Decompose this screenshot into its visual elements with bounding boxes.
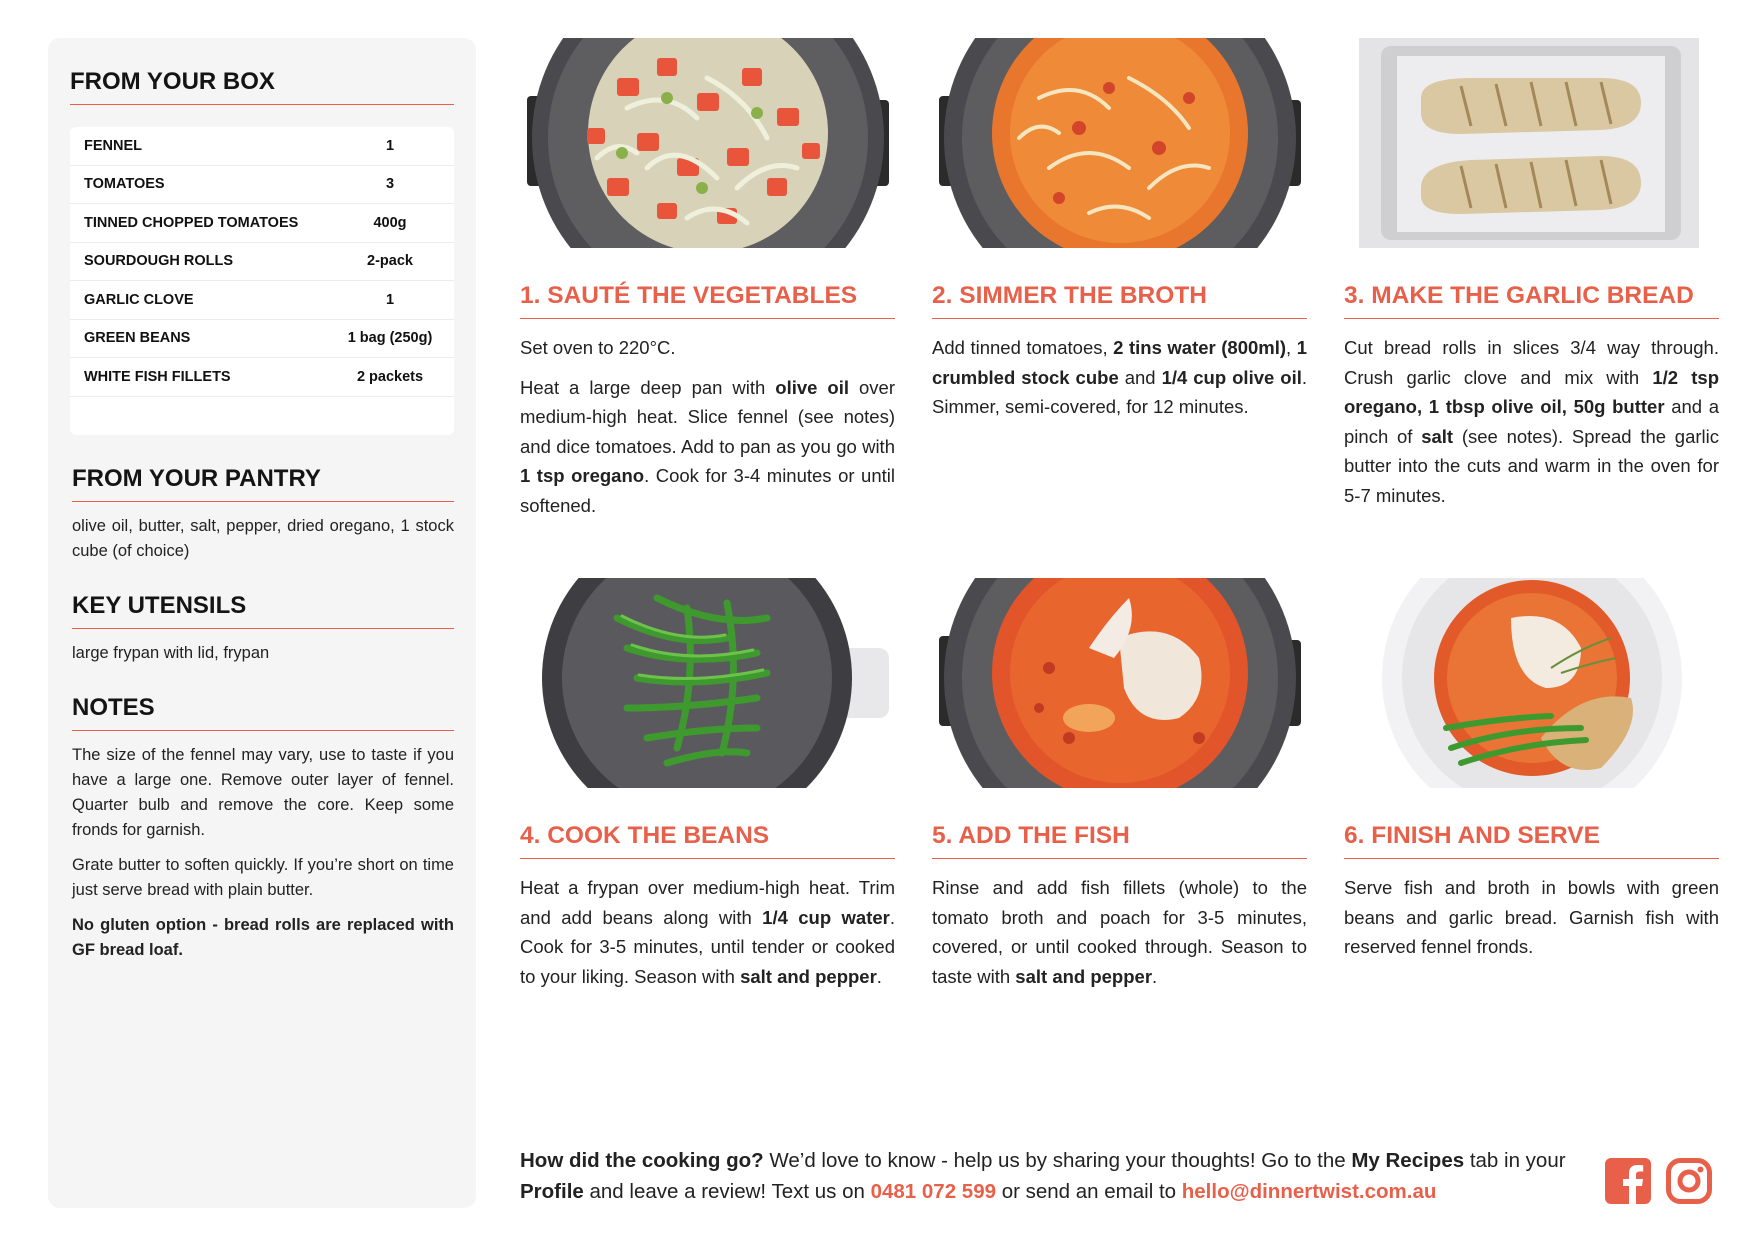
text: over medium-high heat. Slice fennel (see notes) and dice tomatoes. Add to pan as you go with: [520, 376, 895, 457]
step-5-body: [932, 873, 1307, 991]
step-4-text: [520, 873, 895, 991]
note-text: Grate butter to soften quickly. If you’re short on time just serve bread with plain butter.: [72, 855, 454, 899]
text: .: [1152, 965, 1158, 987]
ingredient-qty: 2-pack: [367, 253, 413, 270]
ingredient-qty: 1: [385, 137, 395, 154]
text: . Cook for 3-4 minutes or until softened.: [520, 465, 895, 516]
ingredient-name: TOMATOES: [84, 176, 165, 193]
step-6: [1344, 578, 1719, 962]
ingredient-bold: 1/2 tsp oregano, 1 tbsp olive oil, 50g butter: [1344, 366, 1720, 417]
ingredient-bold: salt: [1421, 425, 1454, 447]
step-4-title: 4. COOK THE BEANS: [520, 822, 895, 859]
ingredient-qty: 3: [385, 176, 395, 193]
ingredient-row: [70, 243, 454, 282]
step-4: [520, 578, 895, 991]
ingredient-qty: 1: [385, 291, 395, 308]
step-4-photo: [527, 578, 889, 788]
ingredients-sidebar: [48, 38, 476, 1208]
step-3: [1344, 38, 1719, 510]
step-2: [932, 38, 1307, 422]
ingredient-name: SOURDOUGH ROLLS: [84, 253, 234, 270]
step-3-body: [1344, 333, 1719, 510]
pantry-section: [70, 465, 454, 564]
step-1-oven: Set oven to 220°C.: [520, 337, 676, 358]
text: Cut bread rolls in slices 3/4 way through. Crush garlic clove and mix with: [1344, 337, 1719, 388]
text: (see notes). Spread the garlic butter into the cuts and warm in the oven for 5-7 minutes.: [1344, 425, 1720, 506]
step-1-title: 1. SAUTÉ THE VEGETABLES: [520, 282, 895, 319]
text: . Cook for 3-5 minutes, until tender or cooked to your liking. Season with: [520, 906, 895, 987]
ingredient-bold: salt and pepper: [740, 965, 877, 987]
ingredient-row: [70, 166, 454, 205]
ingredient-row: [70, 281, 454, 320]
step-5-text: [932, 873, 1307, 991]
ingredient-bold: 1/4 cup olive oil: [1161, 366, 1302, 388]
notes-heading: NOTES: [72, 694, 454, 731]
step-1-text: [520, 333, 895, 520]
pantry-text: olive oil, butter, salt, pepper, dried oregano, 1 stock cube (of choice): [72, 516, 454, 560]
ingredient-qty: 1 bag (250g): [347, 330, 433, 347]
ingredient-qty: 400g: [373, 214, 407, 231]
facebook-icon[interactable]: [1605, 1158, 1651, 1204]
step-3-title: 3. MAKE THE GARLIC BREAD: [1344, 282, 1719, 319]
step-1-photo: [527, 38, 889, 248]
ingredient-row: [70, 320, 454, 359]
step-4-body: [520, 873, 895, 991]
step-3-photo: [1351, 38, 1713, 248]
ingredients-table: [70, 127, 454, 435]
note-text: The size of the fennel may vary, use to taste if you have a large one. Remove outer layer of fennel. Quarter bulb and remove the core. Keep some fronds for garnish.: [72, 745, 454, 839]
text: Heat a frypan over medium-high heat. Trim and add beans along with: [520, 877, 895, 928]
ingredient-bold: salt and pepper: [1015, 965, 1153, 987]
text: Heat a large deep pan with: [520, 376, 776, 398]
text: and leave a review! Text us on: [583, 1180, 871, 1203]
step-6-title: 6. FINISH AND SERVE: [1344, 822, 1719, 859]
text: and a pinch of: [1344, 396, 1720, 447]
ingredient-qty: 2 packets: [356, 368, 424, 385]
step-5: [932, 578, 1307, 991]
instagram-icon[interactable]: [1666, 1158, 1712, 1204]
step-6-photo: [1351, 578, 1713, 788]
step-1: [520, 38, 895, 520]
step-2-photo: [939, 38, 1301, 248]
ingredient-row: [70, 204, 454, 243]
phone-link[interactable]: 0481 072 599: [870, 1180, 996, 1203]
text: and: [1118, 366, 1162, 388]
utensils-text: large frypan with lid, frypan: [72, 643, 270, 662]
ingredient-bold: 1 crumbled stock cube: [932, 337, 1307, 388]
step-5-photo: [939, 578, 1301, 788]
feedback-footer: [520, 1145, 1580, 1207]
notes-section: [70, 694, 454, 963]
ingredient-bold: olive oil: [775, 376, 850, 398]
ingredient-bold: 2 tins water (800ml): [1113, 337, 1287, 358]
utensils-section: [70, 592, 454, 666]
ingredient-bold: 1/4 cup water: [762, 906, 890, 928]
ingredient-name: TINNED CHOPPED TOMATOES: [84, 214, 299, 231]
utensils-heading: KEY UTENSILS: [72, 592, 454, 629]
text: . Simmer, semi-covered, for 12 minutes.: [932, 366, 1307, 417]
text: Add tinned tomatoes,: [932, 337, 1114, 358]
text: We’d love to know - help us by sharing your thoughts! Go to the: [763, 1149, 1352, 1172]
footer-question: How did the cooking go?: [520, 1149, 764, 1172]
text: or send an email to: [996, 1180, 1182, 1203]
ingredient-name: GARLIC CLOVE: [84, 291, 194, 308]
ingredient-name: WHITE FISH FILLETS: [84, 368, 231, 385]
text: Rinse and add fish fillets (whole) to the tomato broth and poach for 3-5 minutes, covered, or until cooked through. Season to taste with: [932, 877, 1307, 987]
box-heading: FROM YOUR BOX: [70, 68, 454, 105]
pantry-heading: FROM YOUR PANTRY: [72, 465, 454, 502]
step-2-text: [932, 333, 1307, 422]
ingredient-row: [70, 127, 454, 166]
profile-link[interactable]: Profile: [520, 1180, 584, 1203]
step-5-title: 5. ADD THE FISH: [932, 822, 1307, 859]
ingredient-row: [70, 358, 454, 397]
step-6-body: Serve fish and broth in bowls with green beans and garlic bread. Garnish fish with reserved fennel fronds.: [1344, 877, 1719, 957]
text: .: [876, 965, 882, 987]
gluten-note: No gluten option - bread rolls are replaced with GF bread loaf.: [72, 915, 454, 959]
step-1-body: [520, 373, 895, 521]
text: ,: [1286, 337, 1297, 358]
step-6-text: [1344, 873, 1719, 962]
step-3-text: [1344, 333, 1719, 510]
step-2-body: [932, 333, 1307, 422]
ingredient-bold: 1 tsp oregano: [520, 465, 645, 486]
ingredient-name: GREEN BEANS: [84, 330, 191, 347]
ingredient-name: FENNEL: [84, 137, 142, 154]
step-2-title: 2. SIMMER THE BROTH: [932, 282, 1307, 319]
email-link[interactable]: hello@dinnertwist.com.au: [1181, 1180, 1437, 1203]
my-recipes-link[interactable]: My Recipes: [1351, 1149, 1465, 1172]
text: tab in your: [1464, 1149, 1566, 1172]
